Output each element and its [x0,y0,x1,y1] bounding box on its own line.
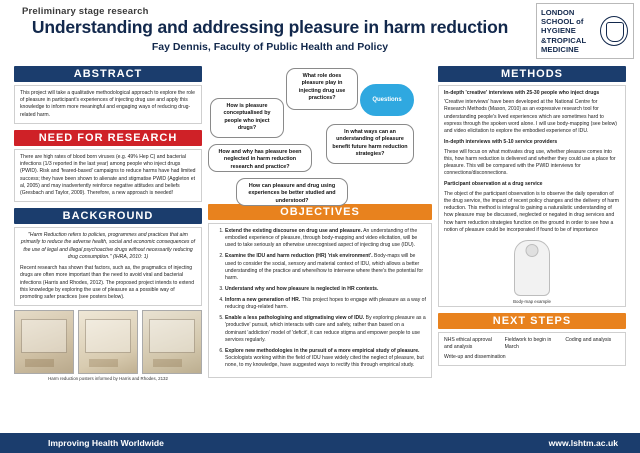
figure-caption: Body-map example [513,298,551,304]
method-2-text: These will focus on what motivates drug use, whether pleasure comes into this, how harm reduction is delivered and whether they could use a place for pleasure. This will be compared with the PWID interviews for connections/disconnections. [444,148,616,177]
method-1-title: In-depth 'creative' interviews with 25-30 people who inject drugs [444,90,600,96]
poster-image-3 [142,310,202,374]
method-2-title: In-depth interviews with 5-10 service providers [444,139,558,146]
harm-reduction-poster-images [14,310,202,374]
abstract-text: This project will take a qualitative methodological approach to explore the role of pleasure in participant's experiences of injecting drug use and apply this knowledge to inform more meaningful and engaging ways of reducing drug-related harm. [20,90,195,118]
author-line: Fay Dennis, Faculty of Public Health and Policy [151,41,389,53]
next-step-1: NHS ethical approval and analysis [444,336,492,351]
method-3-title: Participant observation at a drug service [444,181,543,188]
footer-tagline: Improving Health Worldwide [48,438,164,448]
background-heading: BACKGROUND [14,208,202,224]
objective-item-2: 2. Examine the IDU and harm reduction (HR) 'risk environment'. Body-maps will be used to consider the social, sensory and material context of IDU, which allows a better understanding of the practice and where/how to intervene where there's the potential for harm. [225,253,426,282]
poster-image-1 [14,310,74,374]
next-steps-columns [444,337,620,351]
footer-url[interactable]: www.lshtm.ac.uk [548,438,618,448]
body-map-illustration [514,240,550,296]
next-steps-columns-2 [444,354,620,361]
question-bubble-3: How and why has pleasure been neglected in harm reduction research and practice? [208,144,312,172]
crest-icon [600,16,628,46]
need-for-research-panel [14,149,202,202]
right-column [438,66,626,366]
logo-line-3: HYGIENE [541,26,576,36]
lshtm-logo [536,3,634,59]
body-map-figure [480,240,584,302]
poster-header [0,0,640,62]
question-bubble-2: What role does pleasure play in injecting drug use practices? [286,68,358,110]
objectives-heading: OBJECTIVES [208,204,432,220]
images-caption: Harm reduction posters informed by Harris and Rhodes, 2132 [48,376,168,382]
method-3-text: The object of the participant observation is to observe the daily operation of the drug service, the impact of recent policy changes and the delivery of harm reduction. This method is integral to gaining a naturalistic understanding of how pleasure may be discussed, neglected or negated in drug services and how harm reduction strategies function on the ground in order to see how a notion of pleasure could be incorporated if found to be of importance [444,190,619,233]
logo-line-1: LONDON [541,7,575,17]
abstract-heading: ABSTRACT [14,66,202,82]
logo-line-4: &TROPICAL [541,35,587,45]
background-text: Recent research has shown that factors, such as, the pragmatics of injecting drugs are often more important than the need to avoid viral and bacterial infections (Harris and Rhodes, 2012). The proposed project intends to extend this knowledge by exploring the use of pleasure as a possible way of promoting safer practices (see posters below). [20,265,195,300]
objectives-list [214,228,426,369]
methods-panel [438,85,626,307]
page-title: Understanding and addressing pleasure in harm reduction [31,17,509,37]
poster-footer [0,433,640,453]
next-steps-heading: NEXT STEPS [438,313,626,329]
middle-column [208,66,432,378]
abstract-panel [14,85,202,124]
question-bubble-4: In what ways can an understanding of pleasure benefit future harm reduction strategies? [326,124,414,164]
left-column [14,66,202,381]
objective-item-6: 6. Explore new methodologies in the pursuit of a more empirical study of pleasure. Sociologists working within the field of IDU have widely cited the neglect of pleasure, but none, to my knowledge, have suggested ways to rectify this through empirical study. [225,348,426,369]
next-step-3: Coding and analysis [565,336,612,343]
preliminary-stage-label: Preliminary stage research [22,6,149,17]
poster-image-2 [78,310,138,374]
next-steps-panel [438,332,626,366]
objectives-panel [208,223,432,378]
methods-heading: METHODS [438,66,626,82]
objective-item-3: 3. Understand why and how pleasure is neglected in HR contexts. [225,286,426,293]
background-quote: "Harm Reduction refers to policies, programmes and practices that aim primarily to reduce the adverse health, social and economic consequences of the use of legal and illegal psychoactive drugs without necessarily reducing drug consumption." (IHRA, 2010: 1) [20,232,196,260]
logo-text [537,8,586,54]
method-1-text: 'Creative interviews' have been developed at the National Centre for Research Methods (Mason, 2010) as an expressive research tool for understanding people's lived experiences which are sometimes hard to express through the spoken word alone. I will use body-mapping (see below) and video elicitation to explore the embodied experience of IDU. [444,99,618,135]
objective-item-4: 4. Inform a new generation of HR. This project hopes to engage with pleasure as a way of reducing drug-related harm. [225,297,426,311]
questions-bubbles [208,66,432,204]
objective-item-1: 1. Extend the existing discourse on drug use and pleasure. An understanding of the embodied experience of pleasure, through body-mapping and video elicitation, will be used to take seriously an otherwise unrecognised aspect of injecting drug use (IDU). [225,228,426,249]
next-step-4: Write-up and dissemination [444,354,506,361]
need-for-research-heading: NEED FOR RESEARCH [14,130,202,146]
logo-line-2: SCHOOL of [541,17,584,27]
logo-line-5: MEDICINE [541,44,579,54]
next-step-2: Fieldwork to begin in March [504,336,552,351]
questions-centre-bubble: Questions [360,84,414,116]
need-for-research-text: There are high rates of blood born viruses (e.g. 49% Hep C) and bacterial infections (1/3 reported in the last year) among people who inject drugs (PWID). Risk and 'feared-based' campaigns to reduce harms have had limited success; they have been shown to alienate and stigmatise PWID (Aggleton et al, 2005) and may inadvertently reinforce negative attitudes and beliefs (Gresbach and Taylor, 2009). Therefore, a new approach is needed! [20,153,196,196]
background-panel [14,227,202,306]
objective-item-5: 5. Enable a less pathologising and stigmatising view of IDU. By exploring pleasure as a 'productive' pursuit, which interacts with care and safety, rather than based on a dominant 'addiction' model of 'deficit', it can reduce stigma and empower people to use services regularly. [225,315,426,344]
question-bubble-5: How can pleasure and drug using experiences be better studied and understood? [236,178,348,206]
question-bubble-1: How is pleasure conceptualised by people who inject drugs? [210,98,284,138]
